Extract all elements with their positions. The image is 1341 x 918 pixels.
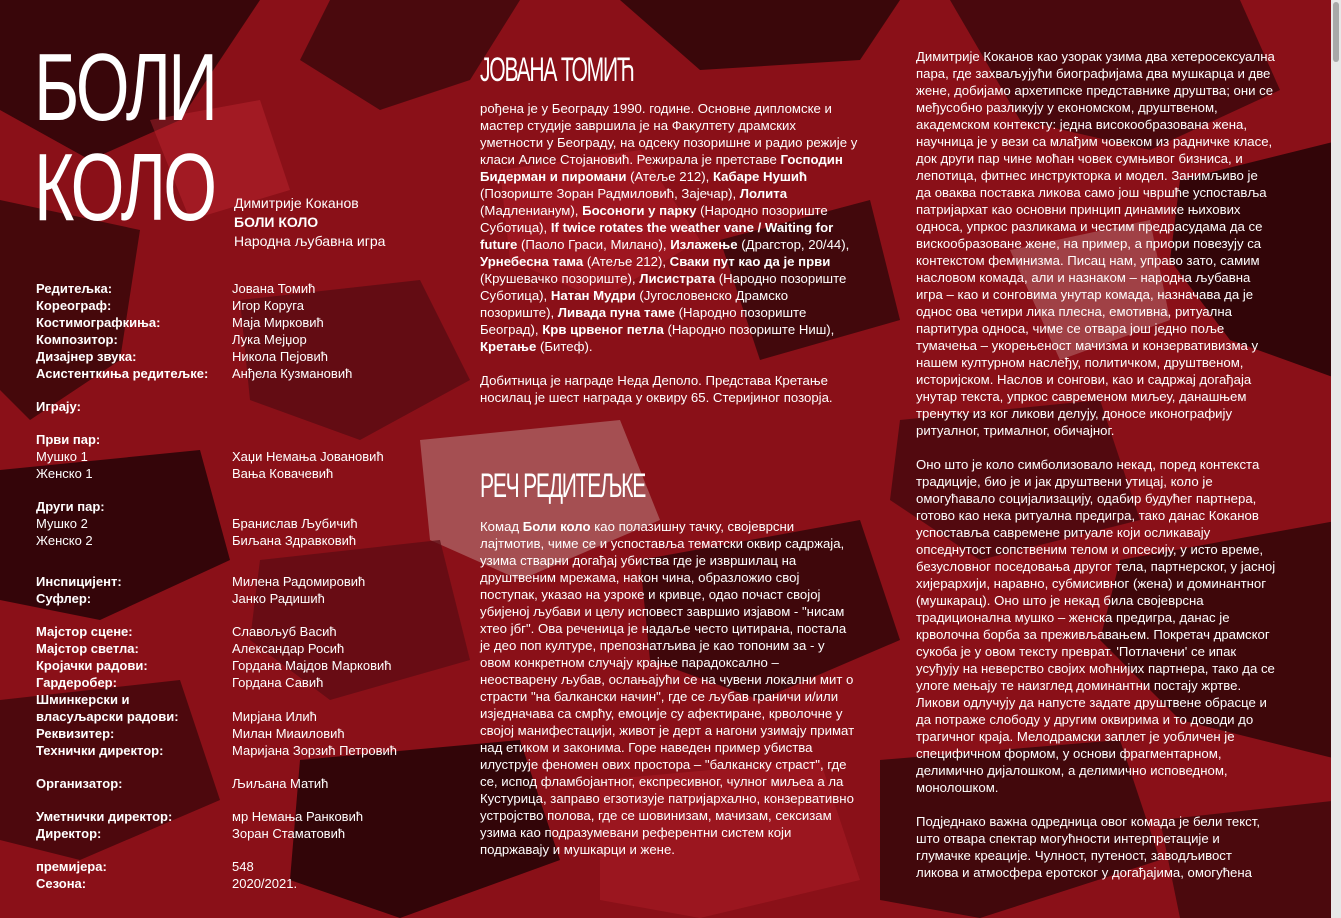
credit-row <box>36 623 456 640</box>
credit-role: Женско 2 <box>36 533 93 548</box>
credit-role: Кројачки радови: <box>36 658 148 673</box>
credit-name: Јована Томић <box>232 281 316 296</box>
credits-list <box>36 280 456 892</box>
credit-role: Мушко 2 <box>36 516 88 531</box>
credit-name: Милена Радомировић <box>232 574 366 589</box>
title-emphasis: Урнебесна тама <box>480 254 584 269</box>
credit-role: Сезона: <box>36 876 87 891</box>
essay-text <box>916 48 1276 881</box>
title-emphasis: Кретање <box>480 339 537 354</box>
credit-row <box>36 875 456 892</box>
spacer <box>36 482 456 498</box>
title-emphasis: Господин Бидерман и пиромани <box>480 152 843 184</box>
text-run: (Атеље 212), <box>583 254 670 269</box>
credit-name: 548 <box>232 859 254 874</box>
title-emphasis: Натан Мудри <box>550 288 636 303</box>
credit-role: Композитор: <box>36 332 118 347</box>
title-emphasis: Лолита <box>739 186 788 201</box>
credit-name: Маријана Зорзић Петровић <box>232 743 398 758</box>
credit-row <box>36 532 456 549</box>
text-run: (Крушевачко позориште), <box>480 271 640 286</box>
spacer <box>36 759 456 775</box>
play-author: Димитрије Коканов <box>234 195 359 211</box>
credit-role: Инспицијент: <box>36 574 122 589</box>
title-emphasis: Крв црвеног петла <box>542 322 664 337</box>
credit-row <box>36 640 456 657</box>
paragraph-gap <box>916 439 1276 456</box>
credit-row <box>36 465 456 482</box>
credit-role: Суфлер: <box>36 591 92 606</box>
credit-role: Први пар: <box>36 432 101 447</box>
title-emphasis: Кабаре Нушић <box>712 169 808 184</box>
credit-role: Костимографкиња: <box>36 315 161 330</box>
credit-row <box>36 280 456 297</box>
credit-name: Игор Коруга <box>232 298 304 313</box>
spacer <box>36 792 456 808</box>
text-run: Оно што је коло симболизовало некад, поред контекста традиције, био је и јак друштвени утицај, коло је омогућавало социјализацију, одабир будућег партнера, готово као нека ритуална предигра, тако данас Коканов успоставља савремене ритуале који осликавају опседнутост сопственим телом и опсесију, у исто време, безусловног поседовања другог тела, партнерског, у јасној хијерархији, наравно, субмисивног (жена) и доминантног (мушкарац). Оно што је некад била својеврсна традиционална мушко – женска предигра, данас је крволочна борба за преживљавањем. Покретач драмског сукоба је у овом тексту преврат. 'Потлачени' се ипак усуђују на неверство својих моћнијих партнера, тако да се улоге мењају те наизглед доминантни постају жртве. Ликови одлучују да напусте задате друштвене обрасце и да потраже слободу у другим оквирима и то доводи до трагичног краја. Мелодрамски заплет је уобличен је специфичном формом, у основи фрагментарном, делимично дијалошком, а делимично исповедном, монолошком. <box>916 457 1276 795</box>
spacer <box>36 549 456 565</box>
credit-name: Биљана Здравковић <box>232 533 357 548</box>
title-emphasis: Ливада пуна таме <box>557 305 675 320</box>
spacer <box>36 842 456 858</box>
credit-role: Женско 1 <box>36 466 93 481</box>
play-info <box>234 194 385 251</box>
credit-row <box>36 725 456 742</box>
credit-row <box>36 297 456 314</box>
credit-row <box>36 825 456 842</box>
credit-role: Гардеробер: <box>36 675 117 690</box>
credit-name: мр Немања Ранковић <box>232 809 364 824</box>
credit-row <box>36 515 456 532</box>
spacer <box>36 565 456 573</box>
title-emphasis: Сваки пут као да је први <box>669 254 831 269</box>
credit-role: премијера: <box>36 859 107 874</box>
credit-role: Други пар: <box>36 499 105 514</box>
text-run: (Паоло Граси, Милано), <box>517 237 671 252</box>
credit-name: Вања Ковачевић <box>232 466 334 481</box>
title-emphasis: Излажење <box>670 237 738 252</box>
text-run: Димитрије Коканов као узорак узима два хетеросексуална пара, где захваљујући биографијама два мушкарца и две жене, добијамо архетипске представнике друштва; они се међусобно разликују у економском, друштвеном, академском контексту: једна високообразована жена, научница је у вези са млађим човеком из радничке класе, док други пар чине моћан човек сумњивог бизниса, и лепотица, фитнес инструкторка и модел. Занимљиво је да оваква поставка ликова само још чвршће успоставља патријархат као основни принцип динамике њихових односа, упркос разликама и честим предрасудама да се вискообразоване жене, на пример, а приори повезују са контекстом феминизма. Писац нам, управо зато, самим насловом комада, али и назнаком – народна љубавна игра – као и сонговима унутар комада, назначава да је однос ова четири лика плесна, емотивна, ритуална партитура односа, чиме се отвара још једно поље тумачења – укорењеност мачизма и конзервативизма у нашем културном наслеђу, политичком, друштвеном, историјском. Наслов и сонгови, као и садржај догађаја унутар текста, упркос савременом миљеу, данашњем тренутку из ког ликови делују, доносе иконографију ритуалног, трималног, обичајног. <box>916 49 1275 438</box>
credit-row <box>36 448 456 465</box>
credit-row <box>36 498 456 515</box>
spacer <box>36 415 456 431</box>
title-emphasis: Босоноги у парку <box>582 203 697 218</box>
bio-paragraph <box>480 372 858 406</box>
director-note-heading: РЕЧ РЕДИТЕЉКЕ <box>480 467 646 505</box>
credit-name: Маја Мирковић <box>232 315 324 330</box>
credit-name: Анђела Кузмановић <box>232 366 353 381</box>
play-title: БОЛИ КОЛО <box>234 214 319 230</box>
text-run: као полазишну тачку, својеврсни лајтмотив, чиме се и успоставља тематски оквир садржаја, узима стварни догађај убиства где је извршилац на друштвеним мрежама, након чина, образложио свој поступак, указао на узроке и кривце, одао почаст својој убијеној љубави и целу исповест завршио изјавом - "нисам хтео јбг". Ова реченица је надаље често цитирана, постала је део поп културе, препознатљива је као топоним за - у овом конкретном случају крајње парадоксално – неостварену љубав, ослањајући се на чувени локални мит о страсти "на балкански начин", где се љубав граничи и/или изједначава са смрћу, емоције су афектиране, крволочне у својој манифестацији, живот је дерт а нагони узимају примат над етиком и законима. Горе наведен пример убиства илуструје феномен ових простора – "балканску страст", где се, испод фламбојантног, експресивног, чулног миљеа а ла Кустурица, заправо егзотизује патријархално, конзервативно устројство полова, где се шовинизам, мачизам, сексизам узима као подразумевани референтни систем који подржавају и мушкарци и жене. <box>480 519 855 857</box>
text-run: (Народно позориште Суботица), <box>480 203 828 235</box>
big-title-line-1: БОЛИ <box>34 34 216 141</box>
credit-role: Реквизитер: <box>36 726 115 741</box>
credit-name <box>232 498 456 515</box>
director-note-text <box>480 518 858 858</box>
big-title <box>34 34 216 241</box>
credit-role: Редитељка: <box>36 281 113 296</box>
bio-heading: ЈОВАНА ТОМИЋ <box>480 51 634 89</box>
credit-role: Директор: <box>36 826 102 841</box>
credit-name <box>232 691 456 708</box>
credit-name: Мирјана Илић <box>232 709 317 724</box>
text-run: (Позориште Зоран Радмиловић, Зајечар), <box>480 186 740 201</box>
credit-name: Хаџи Немања Јовановић <box>232 449 384 464</box>
credit-name: Зоран Стаматовић <box>232 826 346 841</box>
text-run: (Мадленианум), <box>480 203 583 218</box>
credit-row <box>36 775 456 792</box>
essay-paragraph <box>916 48 1276 439</box>
credit-row <box>36 348 456 365</box>
text-run: (Југословенско Драмско позориште), <box>480 288 789 320</box>
credit-name: Гордана Савић <box>232 675 324 690</box>
credit-name <box>232 398 456 415</box>
middle-column <box>480 52 858 858</box>
title-emphasis: Лисистрата <box>639 271 716 286</box>
text-run: (Битеф). <box>536 339 593 354</box>
credit-name: Бранислав Љубичић <box>232 516 358 531</box>
credit-row <box>36 674 456 691</box>
credit-role: Уметнички директор: <box>36 809 173 824</box>
credit-row <box>36 657 456 674</box>
spacer <box>36 607 456 623</box>
credit-row <box>36 431 456 448</box>
big-title-line-2: КОЛО <box>34 134 215 241</box>
credit-name: Лука Мејџор <box>232 332 307 347</box>
credit-row <box>36 573 456 590</box>
scrollbar-thumb[interactable] <box>1333 2 1339 62</box>
credit-name: Славољуб Васић <box>232 624 337 639</box>
credit-role: Играју: <box>36 399 81 414</box>
title-emphasis: If twice rotates the weather vane / Waiting for future <box>480 220 834 252</box>
credit-name: 2020/2021. <box>232 876 298 891</box>
credit-role: Асистенткиња редитељке: <box>36 366 209 381</box>
credit-row <box>36 398 456 415</box>
credit-name: Гордана Мајдов Марковић <box>232 658 392 673</box>
right-column <box>916 48 1276 881</box>
credit-row <box>36 314 456 331</box>
credit-name: Љиљана Матић <box>232 776 329 791</box>
credit-name: Милан Миаиловић <box>232 726 345 741</box>
credit-row <box>36 691 456 708</box>
text-run: Добитница је награде Неда Деполо. Представа Кретање носилац је шест награда у оквиру 65. Стеријиног позорја. <box>480 373 833 405</box>
credit-name: Никола Пејовић <box>232 349 328 364</box>
text-run: (Атеље 212), <box>626 169 713 184</box>
credit-row <box>36 365 456 382</box>
title-emphasis: Боли коло <box>522 519 591 534</box>
text-run: Подједнако важна одредница овог комада је бели текст, што отвара спектар могућности интерпретације и глумачке креације. Чулност, путеност, заводљивост ликова и атмосфера еротског у догађајима, омогућена <box>916 814 1261 880</box>
paragraph-gap <box>916 796 1276 813</box>
credit-role: Мушко 1 <box>36 449 88 464</box>
text-run: Комад <box>480 519 523 534</box>
credit-role: Мајстор светла: <box>36 641 139 656</box>
credit-row <box>36 590 456 607</box>
credit-role: Шминкерски и <box>36 692 130 707</box>
essay-paragraph <box>916 456 1276 796</box>
text-run: (Народно позориште Београд), <box>480 305 807 337</box>
text-run: (Драгстор, 20/44), <box>737 237 850 252</box>
play-genre: Народна љубавна игра <box>234 233 386 249</box>
credit-name <box>232 431 456 448</box>
credit-role: власуљарски радови: <box>36 709 179 724</box>
bio-text <box>480 100 858 406</box>
credit-name: Јанко Радишић <box>232 591 325 606</box>
vertical-scrollbar[interactable] <box>1331 0 1341 918</box>
credit-role: Организатор: <box>36 776 123 791</box>
credit-role: Мајстор сцене: <box>36 624 133 639</box>
director-note-paragraph <box>480 518 858 858</box>
credit-row <box>36 742 456 759</box>
text-run: (Народно позориште Суботица), <box>480 271 847 303</box>
credit-row <box>36 708 456 725</box>
essay-paragraph <box>916 813 1276 881</box>
credit-role: Кореограф: <box>36 298 112 313</box>
credit-role: Технички директор: <box>36 743 164 758</box>
spacer <box>36 382 456 398</box>
credit-row <box>36 858 456 875</box>
credit-row <box>36 331 456 348</box>
text-run: (Народно позориште Ниш), <box>663 322 835 337</box>
credit-role: Дизајнер звука: <box>36 349 137 364</box>
text-run: рођена је у Београду 1990. године. Основне дипломске и мастер студије завршила је на Факултету драмских уметности у Београду, на одсеку позоришне и радио режије у класи Алисе Стојановић. Режирала је претставе <box>480 101 858 167</box>
bio-paragraph <box>480 100 858 355</box>
credit-row <box>36 808 456 825</box>
paragraph-gap <box>480 355 858 372</box>
credit-name: Александар Росић <box>232 641 345 656</box>
